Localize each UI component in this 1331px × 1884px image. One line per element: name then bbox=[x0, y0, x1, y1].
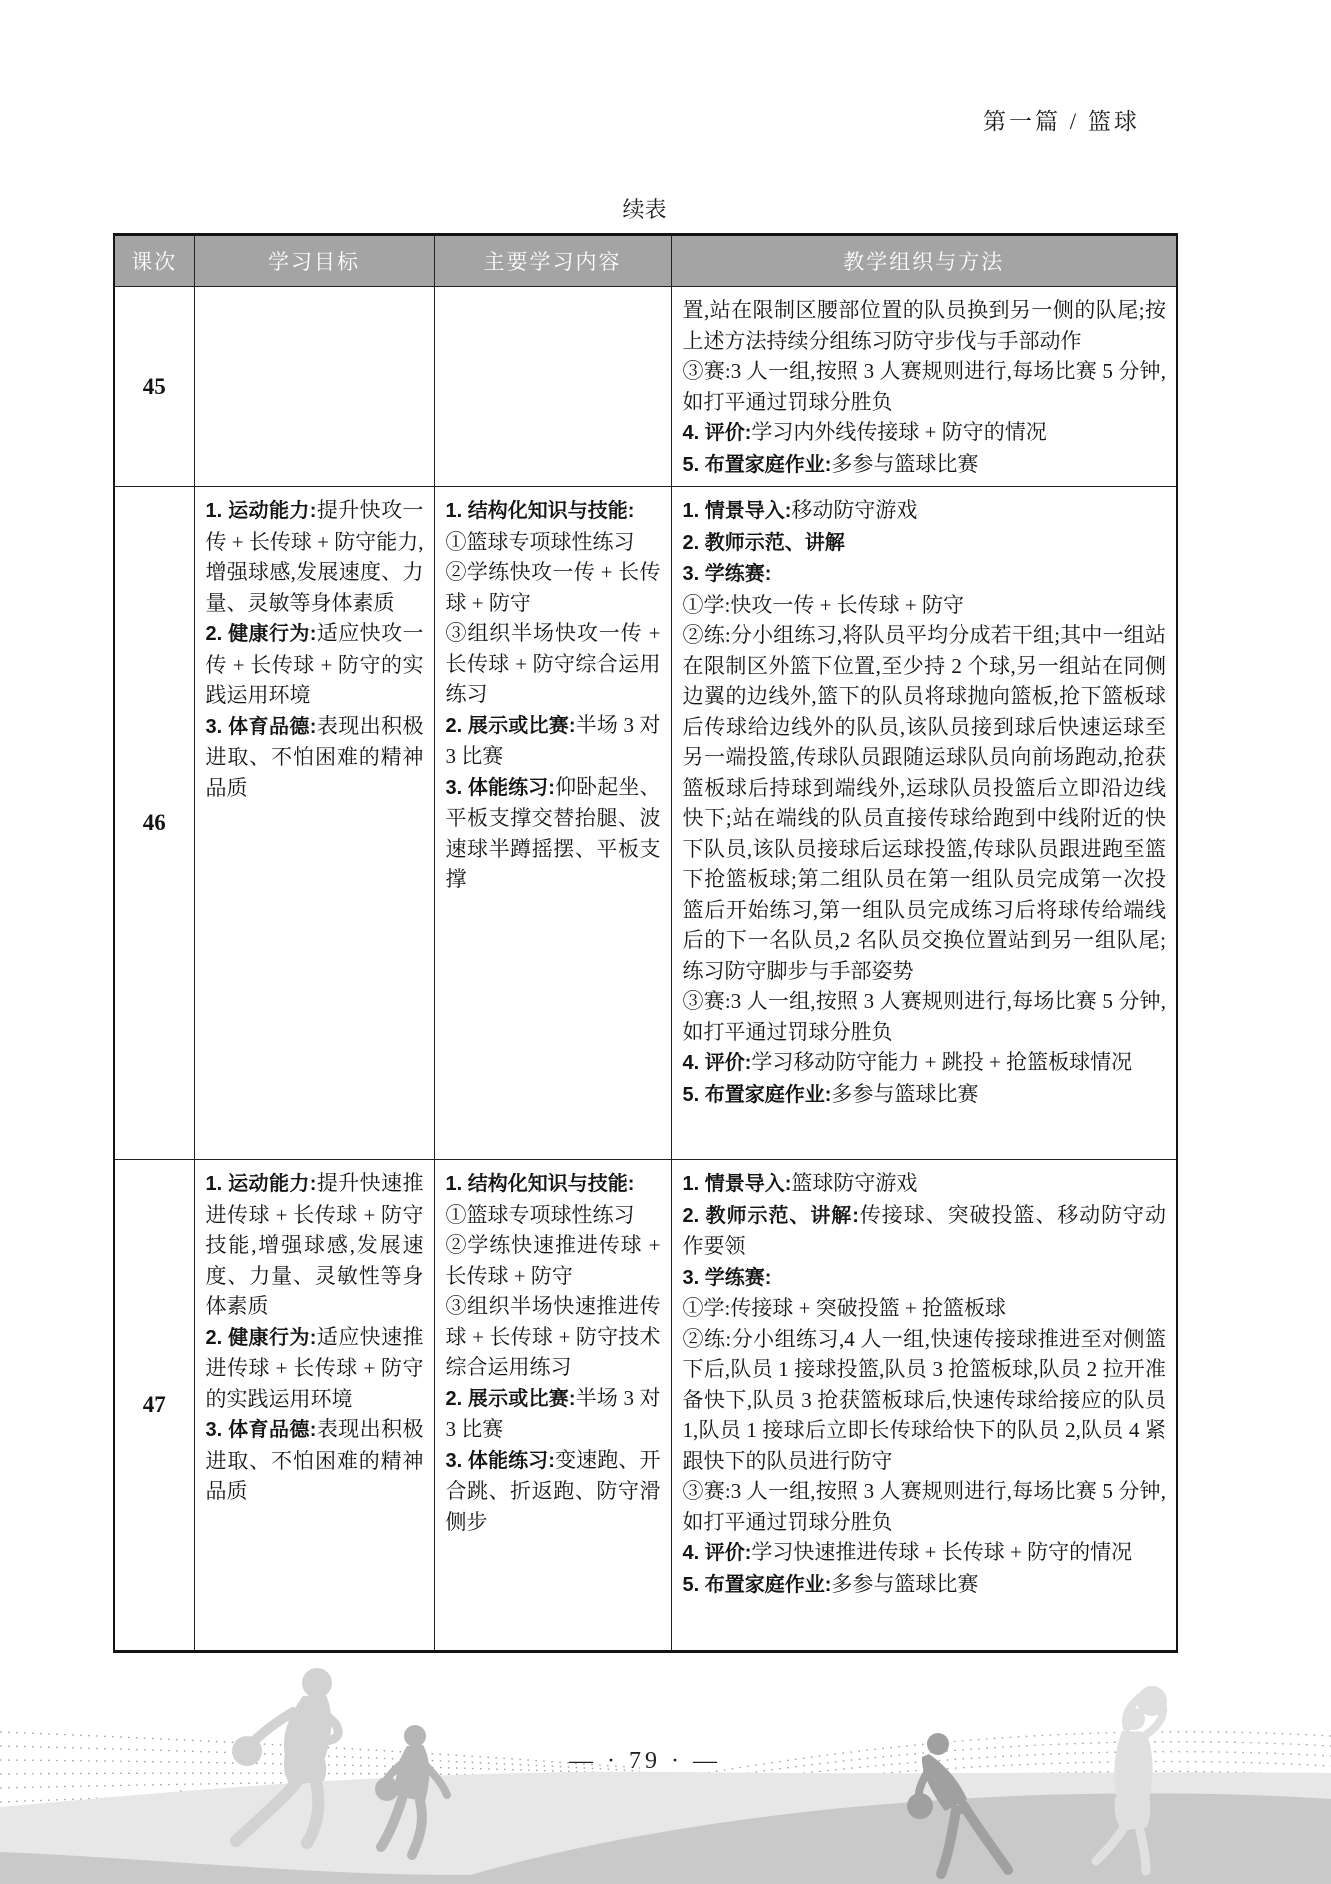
table-row bbox=[114, 487, 1177, 1160]
paragraph: ②练:分小组练习,将队员平均分成若干组;其中一组站在限制区外篮下位置,至少持 2 个球,另一组站在同侧边翼的边线外,篮下的队员将球抛向篮板,抢下篮板球后传球给边线外的队员,该队员接到球后快速运球至另一端投篮,传球队员跟随运球队员向前场跑动,抢获篮板球后持球到端线外,运球队员投篮后立即沿边线快下;站在端线的队员直接传球给跑到中线附近的快下队员,该队员接球后运球投篮,传球队员跟进跑至篮下抢篮板球;第二组队员在第一组队员完成第一次投篮后开始练习,第一组队员完成练习后将球传给端线后的下一名队员,2 名队员交换位置站到另一组队尾;练习防守脚步与手部姿势 bbox=[682, 623, 1166, 983]
paragraph: ③赛:3 人一组,按照 3 人赛规则进行,每场比赛 5 分钟,如打平通过罚球分胜负 bbox=[682, 1479, 1166, 1534]
table-header-row bbox=[114, 235, 1177, 287]
paragraph: 1. 结构化知识与技能: bbox=[445, 1173, 635, 1195]
paragraph: ②学练快攻一传 + 长传球 + 防守 bbox=[445, 560, 661, 615]
cell-objectives bbox=[194, 287, 434, 487]
paragraph: 1. 运动能力:提升快攻一传 + 长传球 + 防守能力,增强球感,发展速度、力量、灵敏等身体素质 bbox=[205, 498, 424, 615]
table-row bbox=[114, 287, 1177, 487]
table-row bbox=[114, 1160, 1177, 1652]
paragraph: ③赛:3 人一组,按照 3 人赛规则进行,每场比赛 5 分钟,如打平通过罚球分胜负 bbox=[682, 989, 1166, 1044]
paragraph: 5. 布置家庭作业:多参与篮球比赛 bbox=[682, 451, 979, 476]
cell-content bbox=[434, 487, 671, 1160]
paragraph: ③组织半场快攻一传 + 长传球 + 防守综合运用练习 bbox=[445, 621, 661, 706]
column-header-content: 主要学习内容 bbox=[434, 235, 671, 287]
paragraph: ①学:传接球 + 突破投篮 + 抢篮板球 bbox=[682, 1296, 1007, 1320]
cell-objectives bbox=[194, 487, 434, 1160]
paragraph: 4. 评价:学习快速推进传球 + 长传球 + 防守的情况 bbox=[682, 1540, 1133, 1564]
paragraph: 3. 体育品德:表现出积极进取、不怕困难的精神品质 bbox=[205, 713, 424, 800]
lesson-plan-table bbox=[113, 233, 1178, 1653]
paragraph: 2. 教师示范、讲解:传接球、突破投篮、移动防守动作要领 bbox=[682, 1202, 1166, 1258]
paragraph: 3. 体育品德:表现出积极进取、不怕困难的精神品质 bbox=[205, 1417, 424, 1503]
running-header: 第一篇 / 篮球 bbox=[983, 109, 1140, 134]
paragraph: 3. 学练赛: bbox=[682, 1266, 772, 1289]
cell-content bbox=[434, 287, 671, 487]
paragraph: 置,站在限制区腰部位置的队员换到另一侧的队尾;按上述方法持续分组练习防守步伐与手部动作 bbox=[682, 298, 1166, 353]
paragraph: 1. 结构化知识与技能: bbox=[445, 500, 635, 522]
paragraph: 4. 评价:学习移动防守能力 + 跳投 + 抢篮板球情况 bbox=[682, 1050, 1133, 1074]
paragraph: 1. 情景导入:篮球防守游戏 bbox=[682, 1171, 918, 1195]
paragraph: 5. 布置家庭作业:多参与篮球比赛 bbox=[682, 1571, 979, 1596]
paragraph: ②练:分小组练习,4 人一组,快速传接球推进至对侧篮下后,队员 1 接球投篮,队员 3 抢篮板球,队员 2 拉开准备快下,队员 3 抢获篮板球后,快速传球给接应的队员 1,队员 1 接球后立即长传球给快下的队员 2,队员 4 紧跟快下的队员进行防守 bbox=[682, 1326, 1166, 1473]
paragraph: 3. 体能练习:仰卧起坐、平板支撑交替抬腿、波速球半蹲摇摆、平板支撑 bbox=[445, 774, 661, 891]
column-header-objectives: 学习目标 bbox=[194, 235, 434, 287]
cell-methods bbox=[671, 287, 1177, 487]
table-caption: 续表 bbox=[622, 197, 667, 222]
paragraph: 2. 教师示范、讲解 bbox=[682, 531, 845, 554]
lesson-number: 47 bbox=[114, 1160, 194, 1652]
paragraph: 3. 体能练习:变速跑、开合跳、折返跑、防守滑侧步 bbox=[445, 1447, 661, 1534]
paragraph: ①学:快攻一传 + 长传球 + 防守 bbox=[682, 592, 965, 617]
paragraph: 3. 学练赛: bbox=[682, 563, 772, 585]
paragraph: ②学练快速推进传球 + 长传球 + 防守 bbox=[445, 1233, 661, 1288]
lesson-number: 45 bbox=[114, 287, 194, 487]
column-header-lesson: 课次 bbox=[114, 235, 194, 287]
paragraph: 5. 布置家庭作业:多参与篮球比赛 bbox=[682, 1081, 979, 1106]
cell-methods bbox=[671, 1160, 1177, 1652]
cell-content bbox=[434, 1160, 671, 1652]
paragraph: ③赛:3 人一组,按照 3 人赛规则进行,每场比赛 5 分钟,如打平通过罚球分胜负 bbox=[682, 359, 1166, 414]
paragraph: ③组织半场快速推进传球 + 长传球 + 防守技术综合运用练习 bbox=[445, 1294, 661, 1379]
paragraph: 2. 展示或比赛:半场 3 对 3 比赛 bbox=[445, 1385, 661, 1441]
column-header-methods: 教学组织与方法 bbox=[671, 235, 1177, 287]
lesson-number: 46 bbox=[114, 487, 194, 1160]
paragraph: 2. 健康行为:适应快攻一传 + 长传球 + 防守的实践运用环境 bbox=[205, 621, 424, 707]
paragraph: 4. 评价:学习内外线传接球 + 防守的情况 bbox=[682, 420, 1047, 444]
paragraph: ①篮球专项球性练习 bbox=[445, 529, 635, 554]
cell-objectives bbox=[194, 1160, 434, 1652]
cell-methods bbox=[671, 487, 1177, 1160]
paragraph: 2. 健康行为:适应快速推进传球 + 长传球 + 防守的实践运用环境 bbox=[205, 1324, 424, 1411]
paragraph: ①篮球专项球性练习 bbox=[445, 1202, 635, 1227]
footer-decoration bbox=[0, 1584, 1331, 1884]
page-number: — · 79 · — bbox=[569, 1748, 721, 1774]
paragraph: 1. 情景导入:移动防守游戏 bbox=[682, 498, 918, 522]
paragraph: 2. 展示或比赛:半场 3 对 3 比赛 bbox=[445, 712, 661, 768]
paragraph: 1. 运动能力:提升快速推进传球 + 长传球 + 防守技能,增强球感,发展速度、力量、灵敏性等身体素质 bbox=[205, 1171, 424, 1318]
